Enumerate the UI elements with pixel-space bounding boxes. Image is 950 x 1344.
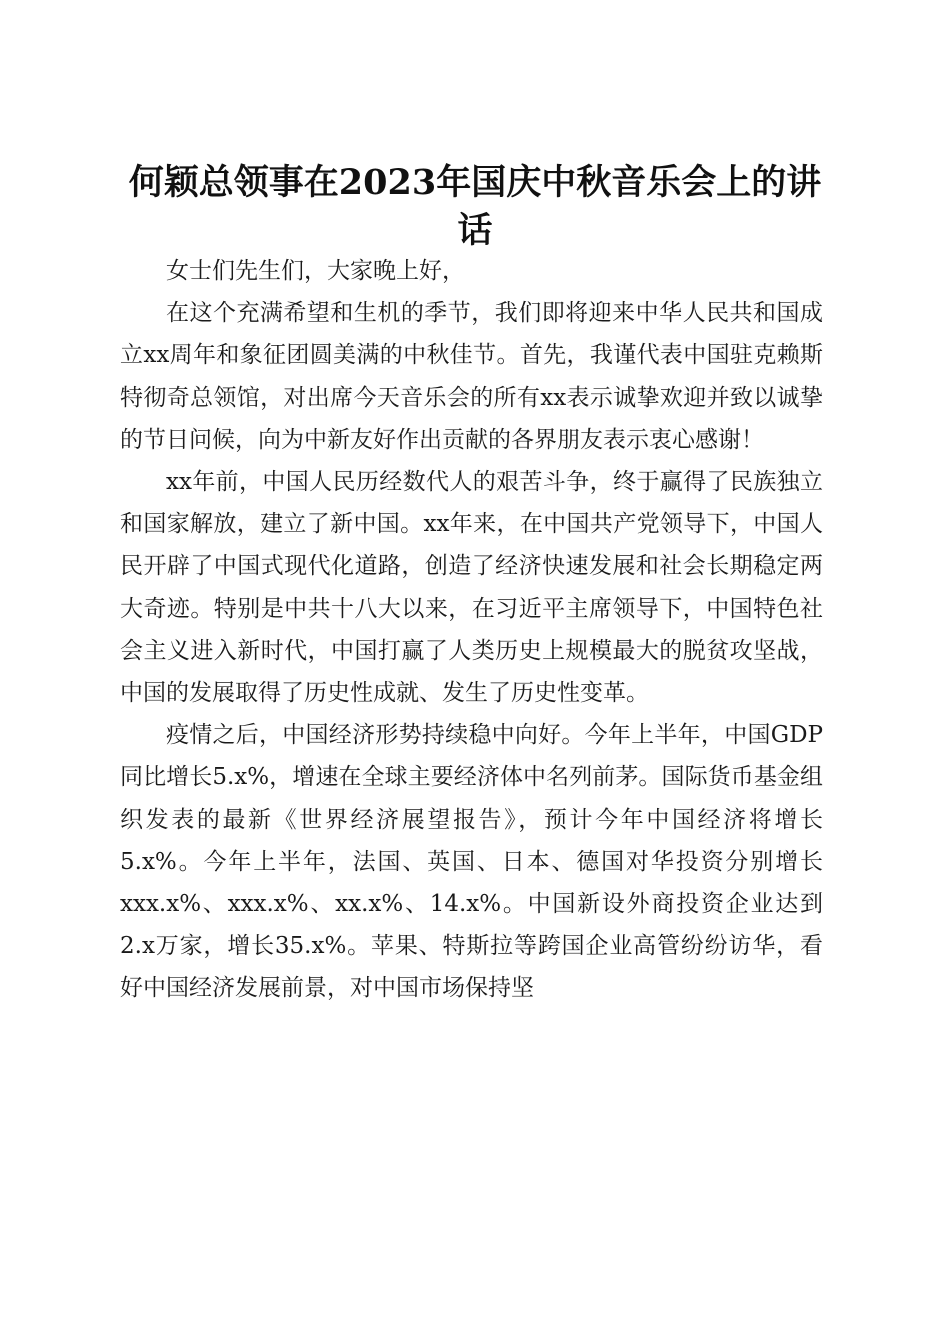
paragraph-greeting: 女士们先生们，大家晚上好， <box>166 258 465 284</box>
document-body <box>120 250 823 1010</box>
document-title: 何颖总领事在2023年国庆中秋音乐会上的讲话 <box>128 162 822 252</box>
paragraph-opening: 在这个充满希望和生机的季节，我们即将迎来中华人民共和国成立xx周年和象征团圆美满的中秋佳节。首先，我谨代表中国驻克赖斯特彻奇总领馆，对出席今天音乐会的所有xx表示诚挚欢迎并致以诚挚的节日问候，向为中新友好作出贡献的各界朋友表示衷心感谢！ <box>120 300 823 453</box>
paragraph-economy: 疫情之后，中国经济形势持续稳中向好。今年上半年，中国GDP同比增长5.x%，增速在全球主要经济体中名列前茅。国际货币基金组织发表的最新《世界经济展望报告》，预计今年中国经济将增长5.x%。今年上半年，法国、英国、日本、德国对华投资分别增长xxx.x%、xxx.x%、xx.x%、14.x%。中国新设外商投资企业达到2.x万家，增长35.x%。苹果、特斯拉等跨国企业高管纷纷访华，看好中国经济发展前景，对中国市场保持坚 <box>120 722 823 1002</box>
paragraph-history: xx年前，中国人民历经数代人的艰苦斗争，终于赢得了民族独立和国家解放，建立了新中国。xx年来，在中国共产党领导下，中国人民开辟了中国式现代化道路，创造了经济快速发展和社会长期稳定两大奇迹。特别是中共十八大以来，在习近平主席领导下，中国特色社会主义进入新时代，中国打赢了人类历史上规模最大的脱贫攻坚战，中国的发展取得了历史性成就、发生了历史性变革。 <box>120 469 823 707</box>
